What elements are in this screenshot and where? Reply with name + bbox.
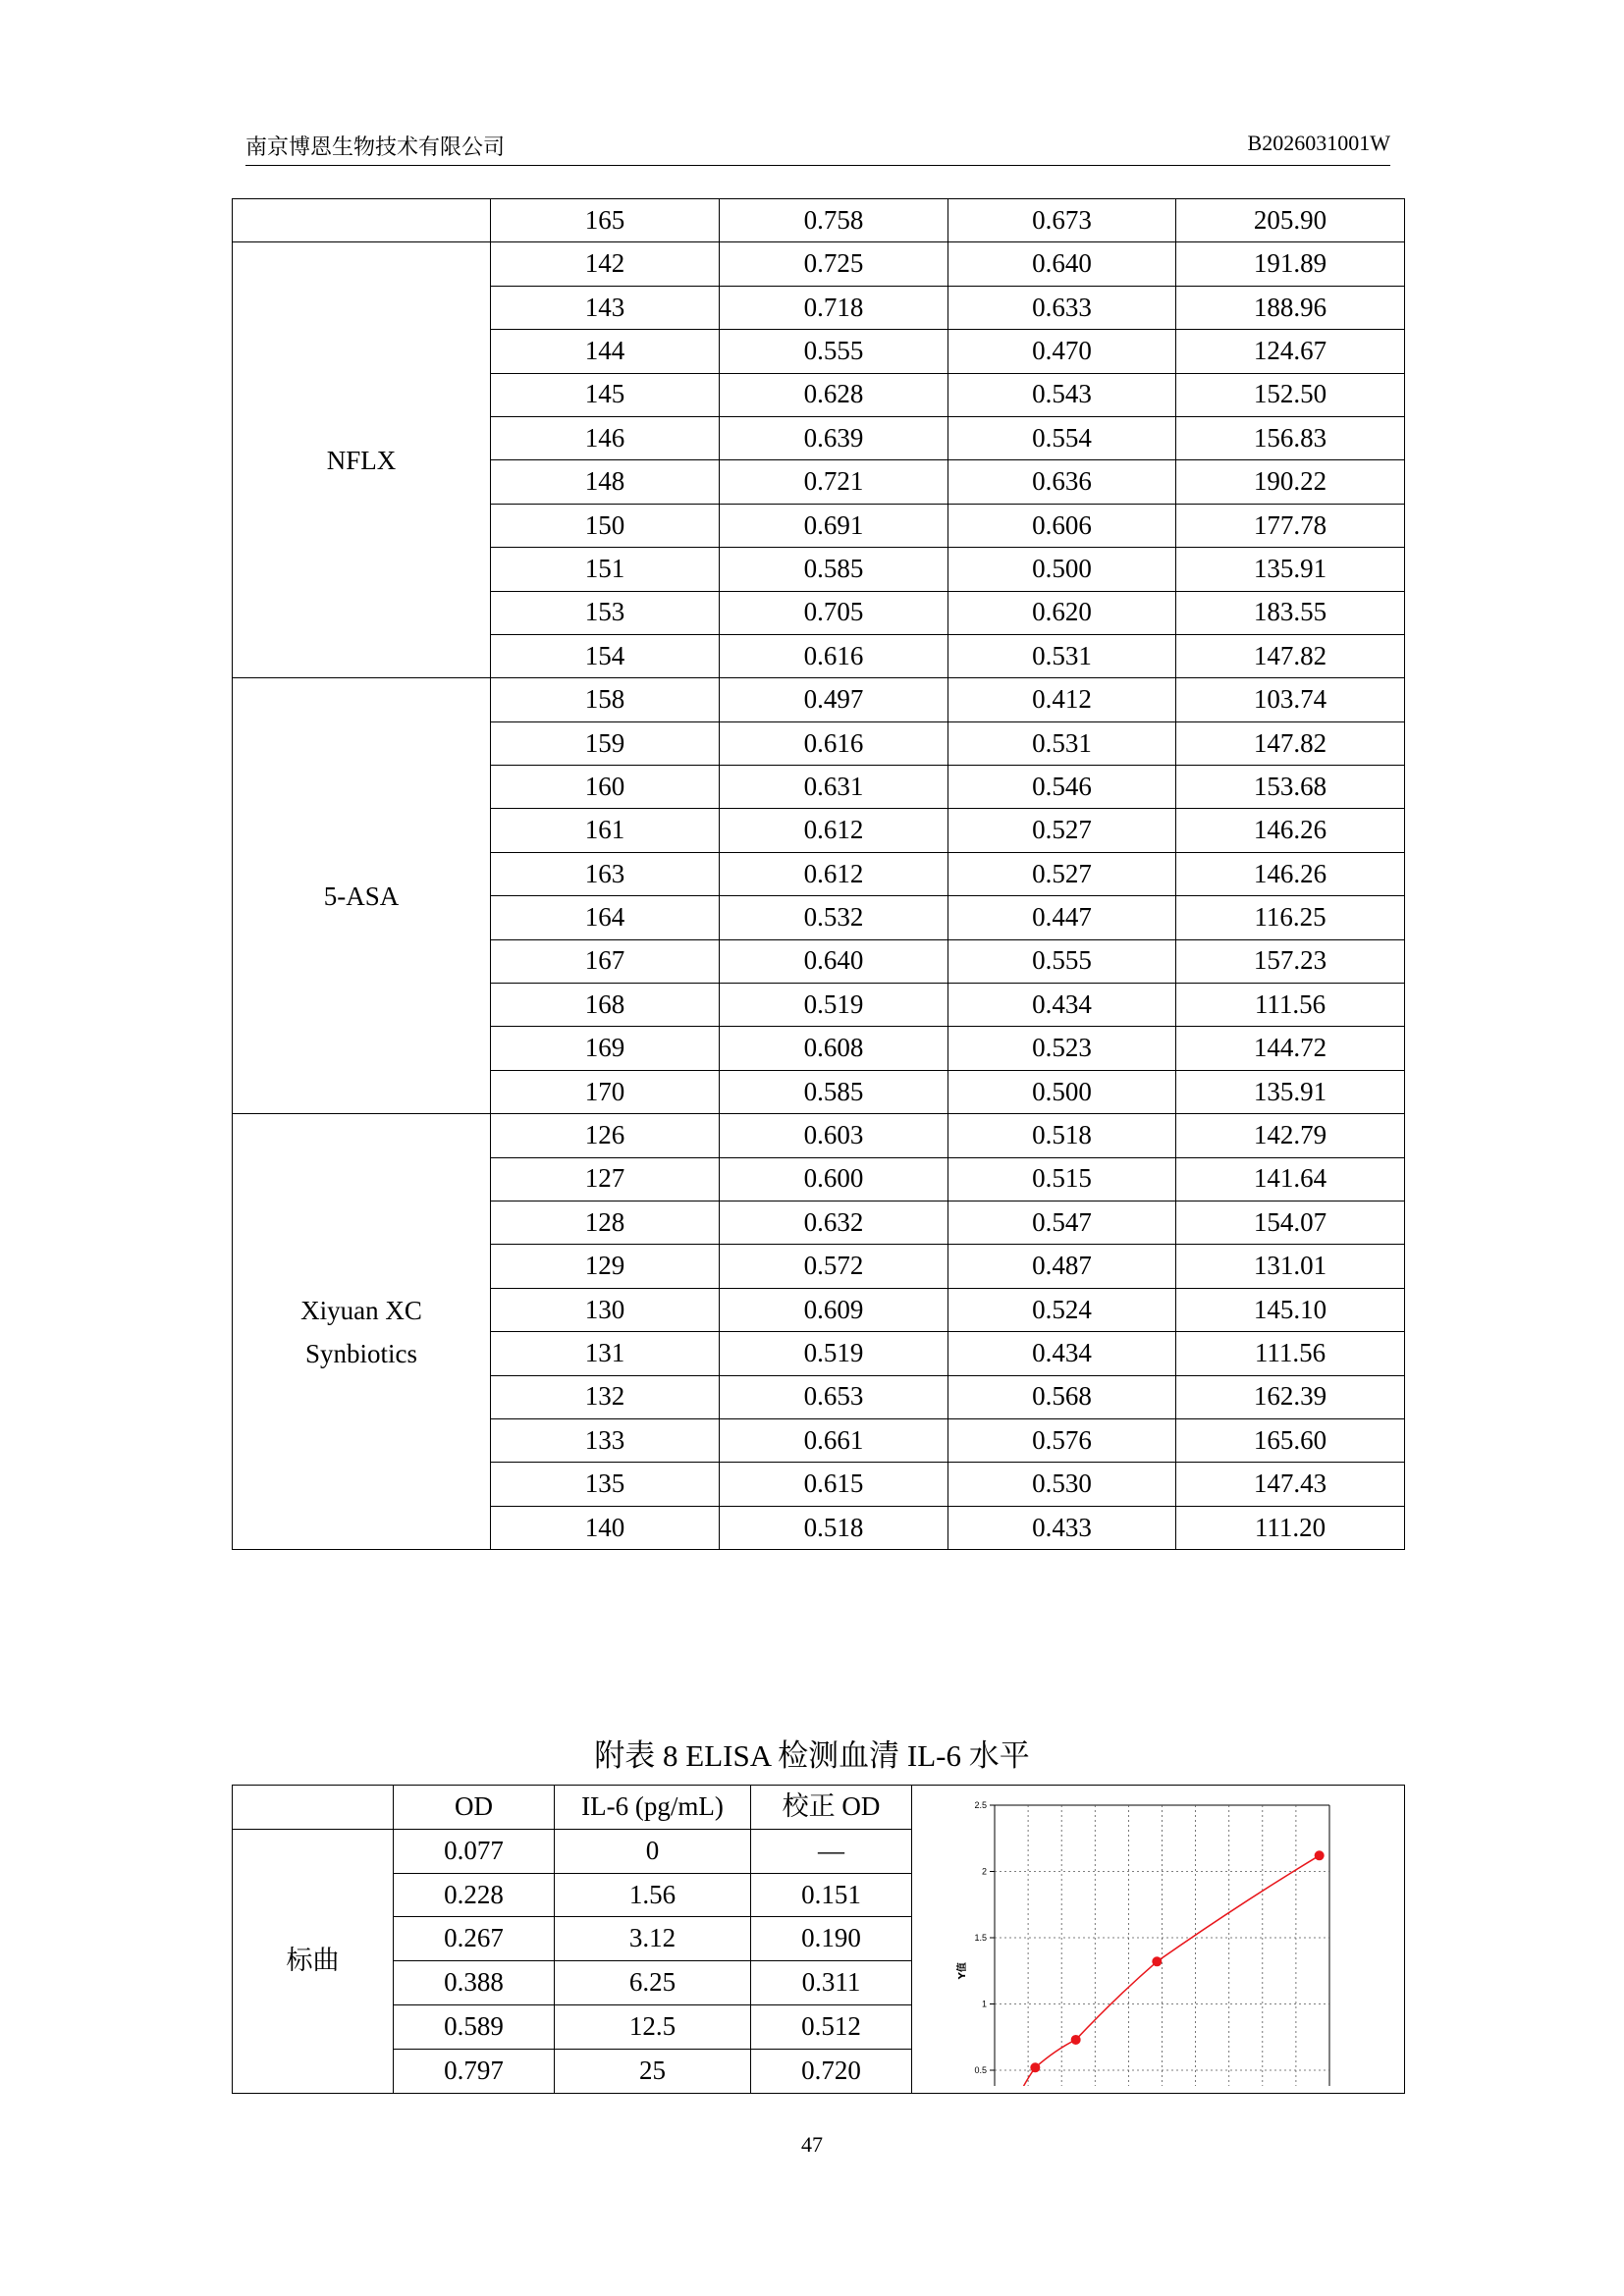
concentration-cell: 162.39 [1176,1375,1405,1418]
sample-id-cell: 146 [491,416,720,459]
sample-id-cell: 165 [491,199,720,242]
y-tick-label: 0.5 [974,2065,987,2075]
corrected-od-cell: 0.515 [948,1157,1176,1201]
corrected-od-cell: 0.500 [948,548,1176,591]
corrected-od-cell: 0.606 [948,504,1176,547]
concentration-cell: 156.83 [1176,416,1405,459]
column-header: OD [394,1786,555,1830]
header-divider [245,165,1390,166]
od-cell: 0.718 [720,286,948,329]
od-cell: 0.612 [720,852,948,895]
corrected-od-cell: 0.487 [948,1245,1176,1288]
concentration-cell: 111.20 [1176,1506,1405,1549]
od-cell: 0.609 [720,1288,948,1331]
concentration-cell: 1.56 [555,1873,751,1917]
od-cell: 0.758 [720,199,948,242]
page-number: 47 [801,2132,823,2157]
y-axis-label: Y值 [957,1962,968,1980]
group-name-cell [233,678,491,1114]
corrected-od-cell: 0.434 [948,984,1176,1027]
concentration-cell: 135.91 [1176,548,1405,591]
od-cell: 0.691 [720,504,948,547]
od-cell: 0.077 [394,1829,555,1873]
od-cell: 0.616 [720,721,948,765]
sample-id-cell: 128 [491,1201,720,1244]
concentration-cell: 205.90 [1176,199,1405,242]
sample-id-cell: 148 [491,460,720,504]
concentration-cell: 103.74 [1176,678,1405,721]
sample-id-cell: 126 [491,1114,720,1157]
od-cell: 0.616 [720,634,948,677]
od-cell: 0.721 [720,460,948,504]
concentration-cell: 124.67 [1176,330,1405,373]
concentration-cell: 165.60 [1176,1418,1405,1462]
corrected-od-cell: 0.620 [948,591,1176,634]
concentration-cell: 144.72 [1176,1027,1405,1070]
od-cell: 0.725 [720,242,948,286]
header-row [233,1786,1405,1830]
chart-svg [912,1786,1403,2086]
sample-id-cell: 142 [491,242,720,286]
table-row [233,1114,1405,1157]
corrected-od-cell: 0.527 [948,809,1176,852]
sample-id-cell: 158 [491,678,720,721]
sample-id-cell: 154 [491,634,720,677]
y-tick-label: 2 [981,1866,987,1877]
od-cell: 0.612 [720,809,948,852]
blank-header-cell [233,1786,394,1830]
concentration-cell: 177.78 [1176,504,1405,547]
sample-id-cell: 151 [491,548,720,591]
corrected-od-cell: 0.190 [751,1917,912,1961]
od-cell: 0.519 [720,1332,948,1375]
od-cell: 0.532 [720,896,948,939]
group-name-line: Xiyuan XC [300,1295,422,1325]
od-cell: 0.632 [720,1201,948,1244]
corrected-od-cell: 0.500 [948,1070,1176,1113]
concentration-cell: 111.56 [1176,984,1405,1027]
table-row [233,199,1405,242]
corrected-od-cell: — [751,1829,912,1873]
corrected-od-cell: 0.531 [948,721,1176,765]
od-cell: 0.661 [720,1418,948,1462]
report-id: B2026031001W [1247,131,1390,155]
concentration-cell: 191.89 [1176,242,1405,286]
corrected-od-cell: 0.447 [948,896,1176,939]
od-cell: 0.585 [720,1070,948,1113]
corrected-od-cell: 0.640 [948,242,1176,286]
corrected-od-cell: 0.527 [948,852,1176,895]
concentration-cell: 131.01 [1176,1245,1405,1288]
sample-id-cell: 163 [491,852,720,895]
sample-id-cell: 167 [491,939,720,983]
concentration-cell: 152.50 [1176,373,1405,416]
column-header: 校正 OD [751,1786,912,1830]
group-name-line: Synbiotics [304,1338,417,1368]
sample-id-cell: 144 [491,330,720,373]
od-cell: 0.615 [720,1463,948,1506]
corrected-od-cell: 0.547 [948,1201,1176,1244]
sample-id-cell: 169 [491,1027,720,1070]
corrected-od-cell: 0.470 [948,330,1176,373]
concentration-cell: 6.25 [555,1961,751,2005]
corrected-od-cell: 0.554 [948,416,1176,459]
corrected-od-cell: 0.412 [948,678,1176,721]
corrected-od-cell: 0.576 [948,1418,1176,1462]
concentration-cell: 3.12 [555,1917,751,1961]
od-cell: 0.600 [720,1157,948,1201]
group-name-line: NFLX [326,445,397,475]
concentration-cell: 147.43 [1176,1463,1405,1506]
y-tick-label: 1.5 [974,1933,987,1943]
concentration-cell: 0 [555,1829,751,1873]
sample-id-cell: 127 [491,1157,720,1201]
concentration-cell: 146.26 [1176,852,1405,895]
standard-curve-table [232,1785,1405,2094]
od-cell: 0.555 [720,330,948,373]
group-name-line: 5-ASA [323,881,400,911]
corrected-od-cell: 0.518 [948,1114,1176,1157]
column-header: IL-6 (pg/mL) [555,1786,751,1830]
data-point [1071,2035,1081,2045]
concentration-cell: 147.82 [1176,721,1405,765]
od-cell: 0.608 [720,1027,948,1070]
sample-id-cell: 132 [491,1375,720,1418]
sample-id-cell: 164 [491,896,720,939]
sample-id-cell: 168 [491,984,720,1027]
corrected-od-cell: 0.636 [948,460,1176,504]
concentration-cell: 116.25 [1176,896,1405,939]
row-label-cell: 标曲 [233,1829,394,2093]
sample-id-cell: 143 [491,286,720,329]
sample-id-cell: 131 [491,1332,720,1375]
corrected-od-cell: 0.512 [751,2004,912,2049]
concentration-cell: 141.64 [1176,1157,1405,1201]
y-tick-label: 1 [981,1999,987,2009]
corrected-od-cell: 0.530 [948,1463,1176,1506]
od-cell: 0.640 [720,939,948,983]
concentration-cell: 188.96 [1176,286,1405,329]
results-table [232,198,1405,1550]
concentration-cell: 142.79 [1176,1114,1405,1157]
corrected-od-cell: 0.543 [948,373,1176,416]
od-cell: 0.589 [394,2004,555,2049]
concentration-cell: 111.56 [1176,1332,1405,1375]
sample-id-cell: 153 [491,591,720,634]
concentration-cell: 25 [555,2049,751,2093]
corrected-od-cell: 0.568 [948,1375,1176,1418]
company-name: 南京博恩生物技术有限公司 [245,134,506,159]
corrected-od-cell: 0.433 [948,1506,1176,1549]
od-cell: 0.628 [720,373,948,416]
concentration-cell: 154.07 [1176,1201,1405,1244]
sample-id-cell: 150 [491,504,720,547]
corrected-od-cell: 0.434 [948,1332,1176,1375]
sample-id-cell: 145 [491,373,720,416]
concentration-cell: 135.91 [1176,1070,1405,1113]
concentration-cell: 145.10 [1176,1288,1405,1331]
corrected-od-cell: 0.311 [751,1961,912,2005]
od-cell: 0.797 [394,2049,555,2093]
corrected-od-cell: 0.523 [948,1027,1176,1070]
standard-curve-chart [912,1786,1405,2094]
group-name-cell [233,1114,491,1550]
sample-id-cell: 135 [491,1463,720,1506]
od-cell: 0.705 [720,591,948,634]
od-cell: 0.572 [720,1245,948,1288]
concentration-cell: 183.55 [1176,591,1405,634]
group-name-cell [233,242,491,678]
corrected-od-cell: 0.673 [948,199,1176,242]
table-row [233,242,1405,286]
od-cell: 0.585 [720,548,948,591]
concentration-cell: 12.5 [555,2004,751,2049]
table-caption: 附表 8 ELISA 检测血清 IL-6 水平 [594,1738,1030,1773]
sample-id-cell: 140 [491,1506,720,1549]
corrected-od-cell: 0.524 [948,1288,1176,1331]
corrected-od-cell: 0.151 [751,1873,912,1917]
od-cell: 0.388 [394,1961,555,2005]
corrected-od-cell: 0.531 [948,634,1176,677]
od-cell: 0.518 [720,1506,948,1549]
concentration-cell: 190.22 [1176,460,1405,504]
concentration-cell: 157.23 [1176,939,1405,983]
sample-id-cell: 129 [491,1245,720,1288]
sample-id-cell: 130 [491,1288,720,1331]
od-cell: 0.228 [394,1873,555,1917]
concentration-cell: 146.26 [1176,809,1405,852]
sample-id-cell: 161 [491,809,720,852]
corrected-od-cell: 0.720 [751,2049,912,2093]
od-cell: 0.639 [720,416,948,459]
concentration-cell: 153.68 [1176,766,1405,809]
sample-id-cell: 159 [491,721,720,765]
od-cell: 0.603 [720,1114,948,1157]
od-cell: 0.653 [720,1375,948,1418]
corrected-od-cell: 0.633 [948,286,1176,329]
table-row [233,678,1405,721]
data-point [1315,1850,1325,1860]
data-point [1030,2062,1040,2072]
fitted-curve [1007,1855,1320,2086]
concentration-cell: 147.82 [1176,634,1405,677]
sample-id-cell: 133 [491,1418,720,1462]
data-point [1152,1956,1162,1966]
group-cell-continued [233,199,491,242]
od-cell: 0.497 [720,678,948,721]
od-cell: 0.267 [394,1917,555,1961]
sample-id-cell: 170 [491,1070,720,1113]
od-cell: 0.519 [720,984,948,1027]
corrected-od-cell: 0.546 [948,766,1176,809]
y-tick-label: 2.5 [974,1800,987,1810]
sample-id-cell: 160 [491,766,720,809]
od-cell: 0.631 [720,766,948,809]
corrected-od-cell: 0.555 [948,939,1176,983]
